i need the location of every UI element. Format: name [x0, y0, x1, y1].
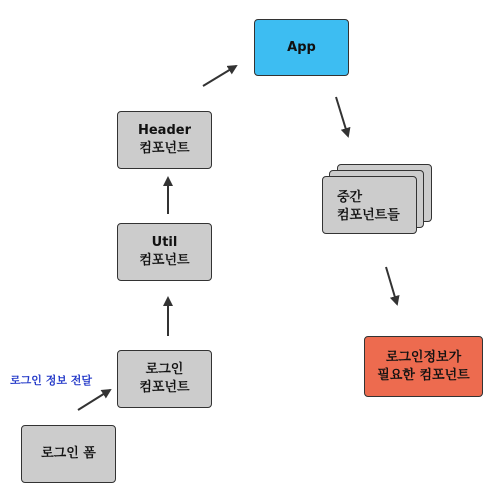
- arrow-app-to-middle: [336, 97, 348, 136]
- middle-node-line2: 컴포넌트들: [337, 208, 400, 223]
- login-form-node: [21, 425, 116, 483]
- util-node-line2: 컴포넌트: [139, 253, 190, 268]
- middle-components-node: [322, 176, 417, 234]
- login-component-node: [117, 350, 212, 408]
- target-component-node: [364, 336, 483, 397]
- login-info-annotation: 로그인 정보 전달: [10, 374, 93, 387]
- app-node-label: App: [287, 39, 316, 55]
- arrow-middle-to-target: [386, 267, 397, 304]
- header-node-line1: Header: [137, 123, 191, 138]
- login-node-line2: 컴포넌트: [139, 380, 190, 395]
- middle-node-line1: 중간: [337, 190, 363, 205]
- login-node-line1: 로그인: [145, 362, 184, 377]
- util-node-line1: Util: [151, 235, 178, 250]
- header-node-line2: 컴포넌트: [139, 141, 190, 156]
- login-form-label: 로그인 폼: [41, 446, 96, 461]
- target-node-line2: 필요한 컴포넌트: [377, 367, 470, 383]
- app-node: [254, 19, 349, 76]
- arrow-header-to-app: [203, 66, 236, 86]
- util-component-node: [117, 223, 212, 281]
- header-component-node: [117, 111, 212, 169]
- arrow-form-to-login: [78, 390, 110, 410]
- target-node-line1: 로그인정보가: [385, 349, 462, 365]
